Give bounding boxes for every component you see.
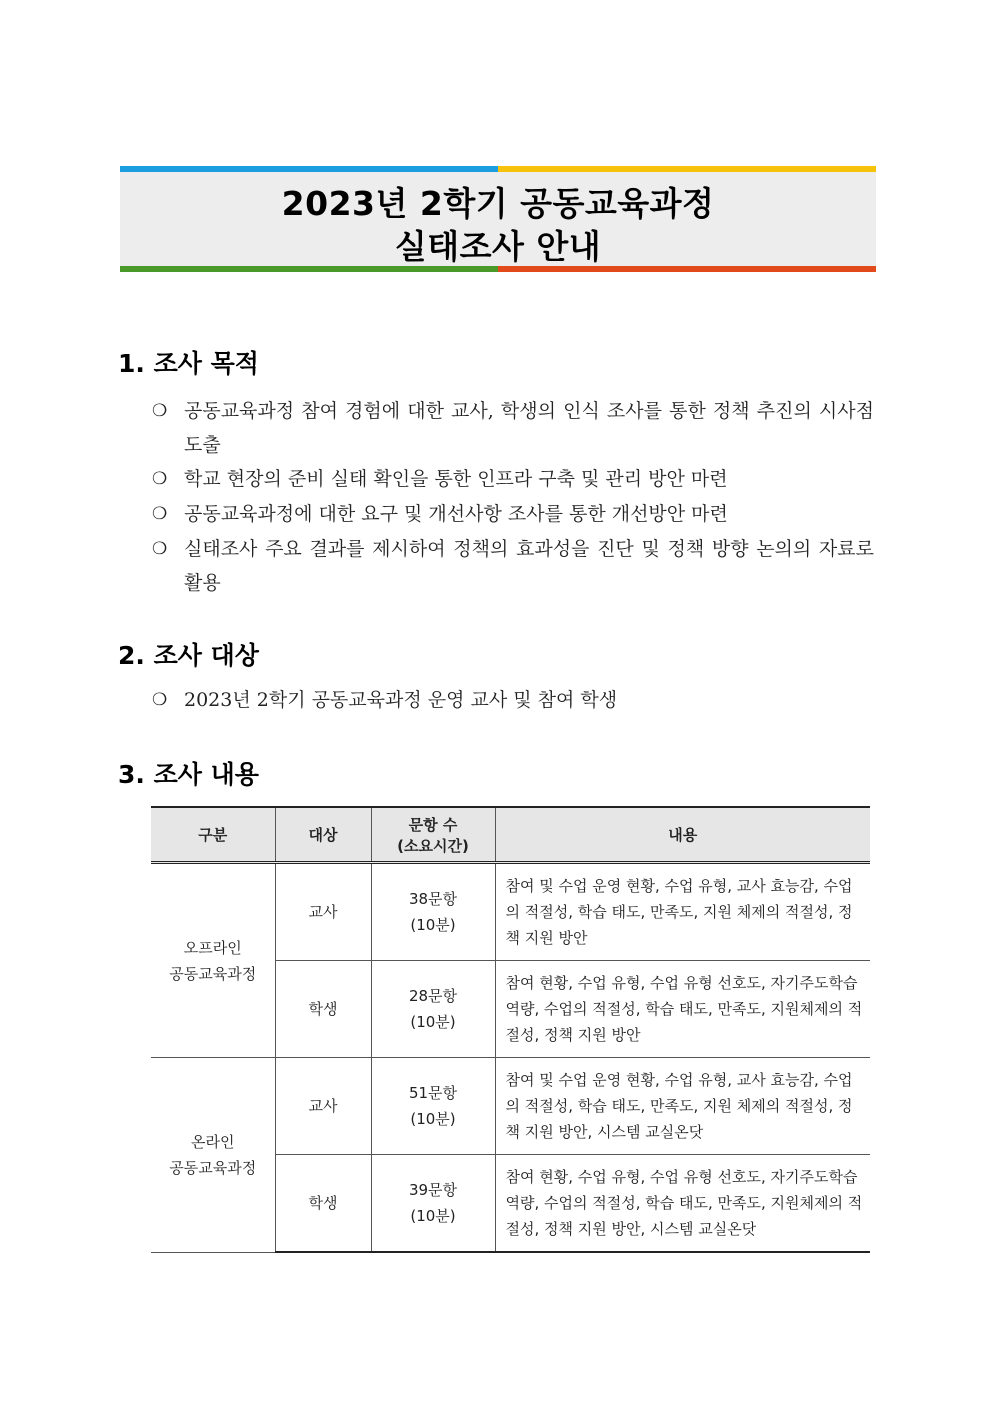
section-heading-purpose: 1. 조사 목적	[118, 349, 259, 378]
list-item	[152, 497, 874, 531]
bullet-text: 학교 현장의 준비 실태 확인을 통한 인프라 구축 및 관리 방안 마련	[184, 468, 728, 490]
target-cell: 학생	[275, 1155, 371, 1253]
bullet-text: 공동교육과정에 대한 요구 및 개선사항 조사를 통한 개선방안 마련	[184, 503, 728, 525]
column-header-target: 대상	[275, 807, 371, 863]
category-line-1: 오프라인	[183, 938, 242, 957]
content-cell: 참여 현황, 수업 유형, 수업 유형 선호도, 자기주도학습역량, 수업의 적절성, 학습 태도, 만족도, 지원체제의 적절성, 정책 지원 방안, 시스템 교실온닷	[495, 1155, 870, 1253]
bullet-text: 2023년 2학기 공동교육과정 운영 교사 및 참여 학생	[184, 689, 618, 711]
column-header-items-line-2: (소요시간)	[397, 836, 469, 855]
list-item	[152, 532, 874, 600]
title-top-color-bar	[120, 166, 876, 172]
column-header-items	[371, 807, 495, 863]
title-box	[120, 166, 876, 272]
content-cell: 참여 및 수업 운영 현황, 수업 유형, 교사 효능감, 수업의 적절성, 학습 태도, 만족도, 지원 체제의 적절성, 정책 지원 방안, 시스템 교실온닷	[495, 1058, 870, 1155]
items-count: 51문항	[408, 1084, 458, 1102]
items-time: (10분)	[410, 1013, 456, 1031]
bullet-circle-icon: ❍	[152, 504, 168, 524]
column-header-content: 내용	[495, 807, 870, 863]
list-item	[152, 462, 874, 496]
table-row	[151, 1058, 870, 1155]
content-cell: 참여 현황, 수업 유형, 수업 유형 선호도, 자기주도학습역량, 수업의 적절성, 학습 태도, 만족도, 지원체제의 적절성, 정책 지원 방안	[495, 961, 870, 1058]
survey-content-table	[151, 806, 870, 1253]
category-cell-online	[151, 1058, 275, 1253]
items-time: (10분)	[410, 1207, 456, 1225]
column-header-items-line-1: 문항 수	[408, 815, 458, 834]
category-line-2: 공동교육과정	[169, 964, 257, 983]
items-cell	[371, 961, 495, 1058]
items-time: (10분)	[410, 916, 456, 934]
bullet-circle-icon: ❍	[152, 469, 168, 489]
items-cell	[371, 1058, 495, 1155]
bullet-circle-icon: ❍	[152, 401, 168, 421]
column-header-category: 구분	[151, 807, 275, 863]
list-item	[152, 394, 874, 462]
items-count: 39문항	[408, 1181, 458, 1199]
document-title-line-1: 2023년 2학기 공동교육과정	[281, 184, 715, 223]
table-row	[151, 863, 870, 961]
items-cell	[371, 1155, 495, 1253]
list-item	[152, 683, 874, 717]
table-header-row	[151, 807, 870, 863]
items-count: 28문항	[408, 987, 458, 1005]
target-cell: 교사	[275, 1058, 371, 1155]
items-count: 38문항	[408, 890, 458, 908]
category-line-1: 온라인	[191, 1132, 235, 1151]
items-time: (10분)	[410, 1110, 456, 1128]
items-cell	[371, 863, 495, 961]
category-cell-offline	[151, 863, 275, 1058]
bullet-circle-icon: ❍	[152, 539, 168, 559]
title-bottom-color-bar	[120, 266, 876, 272]
target-cell: 학생	[275, 961, 371, 1058]
section-heading-content: 3. 조사 내용	[118, 760, 259, 789]
document-title-line-2: 실태조사 안내	[394, 227, 602, 266]
section-heading-target: 2. 조사 대상	[118, 641, 259, 670]
target-cell: 교사	[275, 863, 371, 961]
bullet-text: 공동교육과정 참여 경험에 대한 교사, 학생의 인식 조사를 통한 정책 추진의 시사점 도출	[184, 400, 874, 456]
bullet-text: 실태조사 주요 결과를 제시하여 정책의 효과성을 진단 및 정책 방향 논의의 자료로 활용	[184, 538, 874, 594]
content-cell: 참여 및 수업 운영 현황, 수업 유형, 교사 효능감, 수업의 적절성, 학습 태도, 만족도, 지원 체제의 적절성, 정책 지원 방안	[495, 863, 870, 961]
bullet-circle-icon: ❍	[152, 690, 168, 710]
category-line-2: 공동교육과정	[169, 1158, 257, 1177]
